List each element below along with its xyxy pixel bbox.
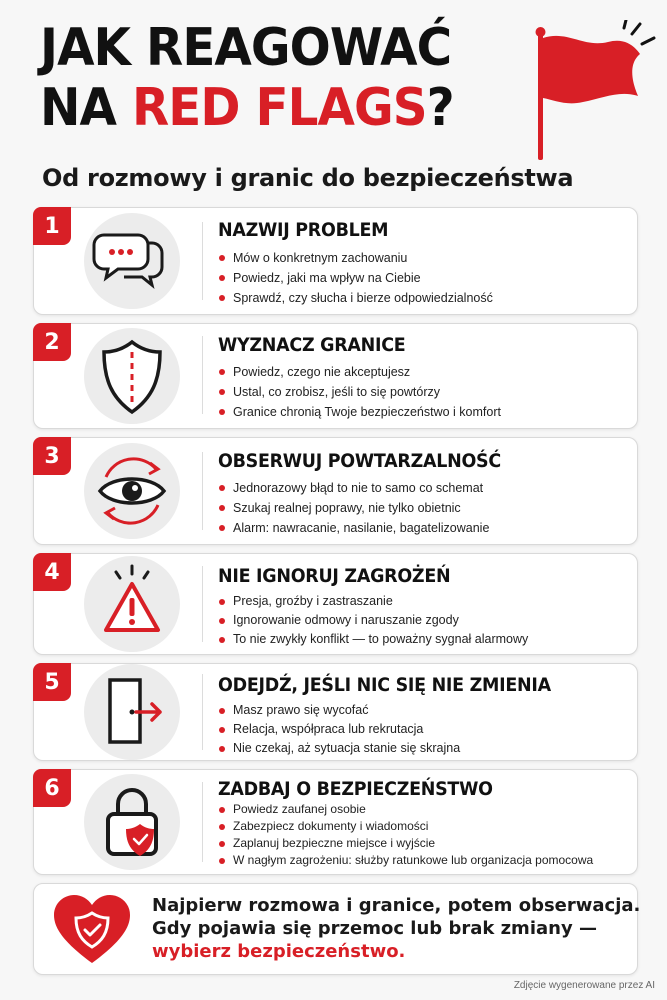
exit-door-icon [84, 664, 180, 760]
step-bullets-3 [218, 478, 489, 538]
step-card-3 [33, 437, 638, 545]
step-bullets-5 [218, 701, 460, 758]
step-bullets-1 [218, 248, 493, 308]
step-number-6: 6 [33, 769, 71, 807]
summary-text [152, 894, 640, 963]
step-title-5: ODEJDŹ, JEŚLI NIC SIĘ NIE ZMIENIA [218, 674, 551, 696]
divider [202, 222, 203, 300]
step-number-2: 2 [33, 323, 71, 361]
title-line-2 [40, 78, 505, 138]
step-title-6: ZADBAJ O BEZPIECZEŃSTWO [218, 778, 493, 800]
list-item: Zaplanuj bezpieczne miejsce i wyjście [218, 835, 593, 852]
step-bullets-2 [218, 362, 501, 422]
list-item: Jednorazowy błąd to nie to samo co schemat [218, 478, 489, 498]
step-card-6 [33, 769, 638, 875]
list-item: Szukaj realnej poprawy, nie tylko obietnic [218, 498, 489, 518]
title-line-1: JAK REAGOWAĆ [40, 18, 452, 78]
list-item: Powiedz, czego nie akceptujesz [218, 362, 501, 382]
list-item: Relacja, współpraca lub rekrutacja [218, 720, 460, 739]
step-title-3: OBSERWUJ POWTARZALNOŚĆ [218, 450, 501, 472]
step-title-1: NAZWIJ PROBLEM [218, 219, 389, 241]
list-item: Powiedz zaufanej osobie [218, 801, 593, 818]
divider [202, 566, 203, 642]
step-title-2: WYZNACZ GRANICE [218, 334, 406, 356]
title-line-2-start: NA [40, 78, 132, 138]
summary-card [33, 883, 641, 975]
divider [202, 674, 203, 750]
list-item: Zabezpiecz dokumenty i wiadomości [218, 818, 593, 835]
list-item: To nie zwykły konflikt — to poważny sygnał alarmowy [218, 630, 528, 649]
step-bullets-6 [218, 801, 593, 869]
list-item: Masz prawo się wycofać [218, 701, 460, 720]
title-highlight: RED FLAGS [131, 78, 427, 138]
list-item: Presja, groźby i zastraszanie [218, 592, 528, 611]
step-card-2 [33, 323, 638, 429]
step-title-4: NIE IGNORUJ ZAGROŻEŃ [218, 565, 451, 587]
list-item: Sprawdź, czy słucha i bierze odpowiedzialność [218, 288, 493, 308]
step-card-4 [33, 553, 638, 655]
image-credit: Zdjęcie wygenerowane przez AI [513, 980, 655, 991]
speech-bubbles-icon [84, 213, 180, 309]
summary-line-2: Gdy pojawia się przemoc lub brak zmiany — [152, 918, 597, 939]
step-number-3: 3 [33, 437, 71, 475]
list-item: W nagłym zagrożeniu: służby ratunkowe lub organizacja pomocowa [218, 852, 593, 869]
summary-line-3: wybierz bezpieczeństwo. [152, 941, 406, 962]
page-title [40, 18, 505, 138]
list-item: Ignorowanie odmowy i naruszanie zgody [218, 611, 528, 630]
list-item: Mów o konkretnym zachowaniu [218, 248, 493, 268]
title-line-2-end: ? [426, 78, 454, 138]
warning-icon [84, 556, 180, 652]
step-number-5: 5 [33, 663, 71, 701]
list-item: Granice chronią Twoje bezpieczeństwo i komfort [218, 402, 501, 422]
shield-icon [84, 328, 180, 424]
summary-line-1: Najpierw rozmowa i granice, potem obserwacja. [152, 895, 641, 916]
red-flag-icon [528, 20, 658, 160]
step-number-4: 4 [33, 553, 71, 591]
list-item: Nie czekaj, aż sytuacja stanie się skrajna [218, 739, 460, 758]
divider [202, 782, 203, 862]
list-item: Ustal, co zrobisz, jeśli to się powtórzy [218, 382, 501, 402]
divider [202, 452, 203, 530]
heart-check-icon [52, 893, 132, 965]
step-card-1 [33, 207, 638, 315]
subtitle: Od rozmowy i granic do bezpieczeństwa [42, 164, 574, 192]
step-card-5 [33, 663, 638, 761]
step-number-1: 1 [33, 207, 71, 245]
eye-cycle-icon [84, 443, 180, 539]
step-bullets-4 [218, 592, 528, 649]
list-item: Alarm: nawracanie, nasilanie, bagatelizowanie [218, 518, 489, 538]
list-item: Powiedz, jaki ma wpływ na Ciebie [218, 268, 493, 288]
padlock-shield-icon [84, 774, 180, 870]
divider [202, 336, 203, 414]
